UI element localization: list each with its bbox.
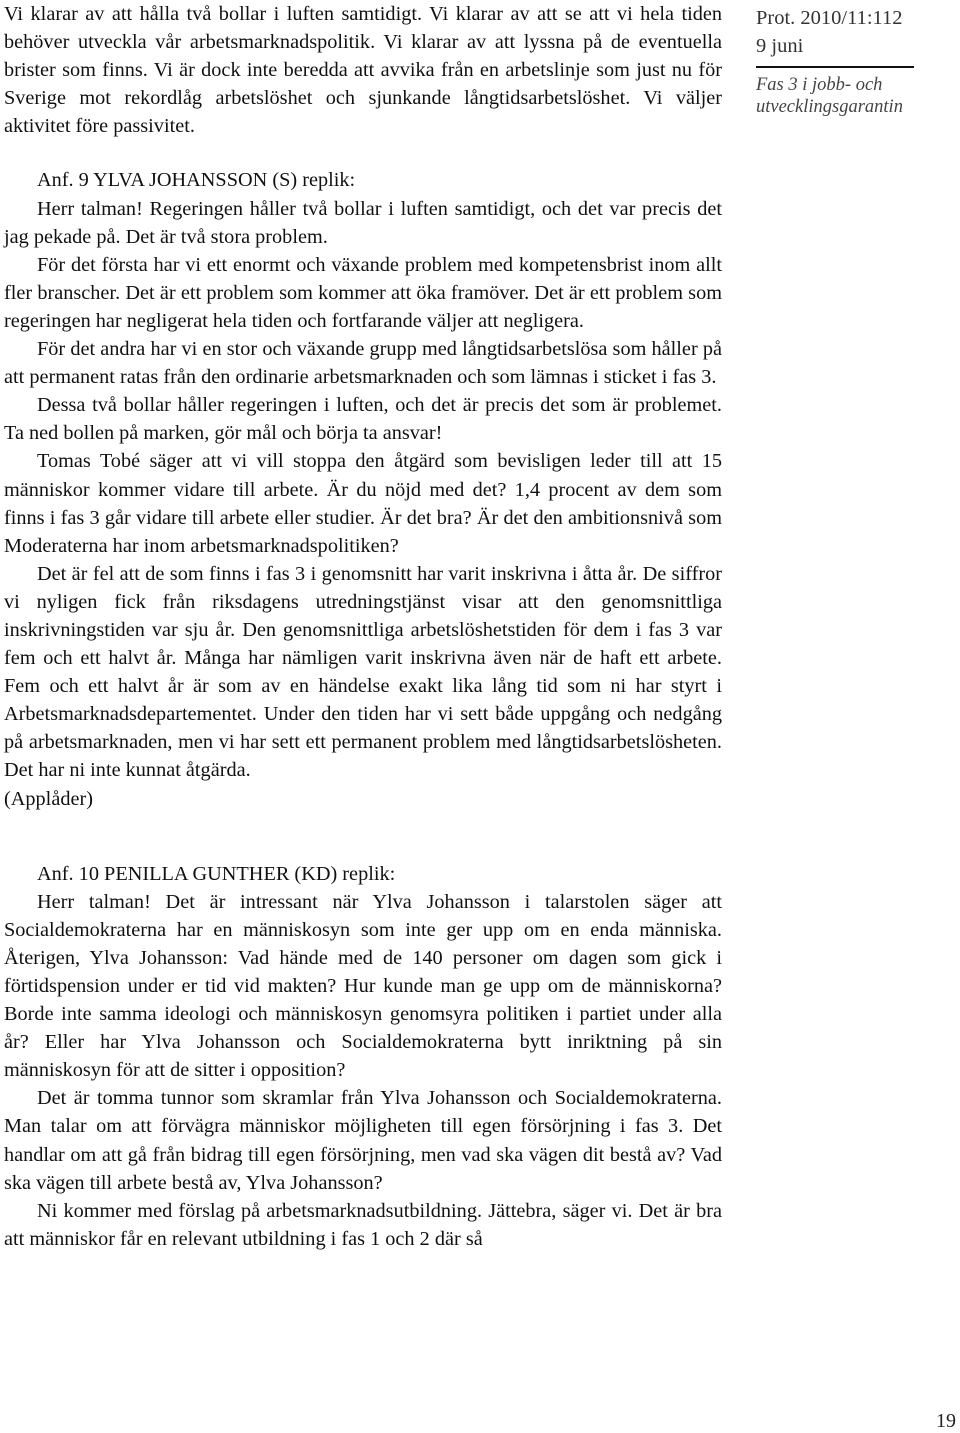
margin-note xyxy=(756,4,956,118)
anf10-paragraph-3: Ni kommer med förslag på arbetsmarknadsutbildning. Jättebra, säger vi. Det är bra att människor får en relevant utbildning i fas 1 och 2 där så xyxy=(4,1199,722,1250)
anf9-paragraph-5: Tomas Tobé säger att vi vill stoppa den åtgärd som bevisligen leder till att 15 människor kommer vidare till arbete. Är du nöjd med det? 1,4 procent av dem som finns i fas 3 går vidare till arbete eller studier. Är det bra? Är det den ambitionsnivå som Moderaterna har inom arbetsmarknadspolitiken? xyxy=(4,450,722,557)
anf9-paragraph-6: Det är fel att de som finns i fas 3 i genomsnitt har varit inskrivna i åtta år. De siffror vi nyligen fick från riksdagens utredningstjänst visar att den genomsnittliga inskrivningstiden var sju år. Den genomsnittliga arbetslöshetstiden för dem i fas 3 var fem och ett halvt år. Många har nämligen varit inskrivna även när de haft ett arbete. Fem och ett halvt år är som av en händelse exakt lika lång tid som ni har styrt i Arbetsmarknadsdepartementet. Under den tiden har vi sett både uppgång och nedgång på arbetsmarknaden, men vi har sett ett permanent problem med långtidsarbetslösheten. Det har ni inte kunnat åtgärda. xyxy=(4,562,722,782)
protocol-number: Prot. 2010/11:112 xyxy=(756,7,903,29)
applause-note: (Applåder) xyxy=(4,787,93,810)
page-number: 19 xyxy=(936,1410,956,1432)
speaker-heading-anf-9: Anf. 9 YLVA JOHANSSON (S) replik: xyxy=(37,169,356,192)
anf9-paragraph-2: För det första har vi ett enormt och växande problem med kompetensbrist inom allt fler branscher. Det är ett problem som kommer att öka framöver. Det är ett problem som regeringen har negligerat hela tiden och fortfarande väljer att negligera. xyxy=(4,253,722,332)
anf9-paragraph-4: Dessa två bollar håller regeringen i luften, och det är precis det som är problemet. Ta ned bollen på marken, gör mål och börja ta ansvar! xyxy=(4,394,722,445)
anf10-paragraph-1: Herr talman! Det är intressant när Ylva Johansson i talarstolen säger att Socialdemokraterna har en människosyn som inte ger upp om en enda människa. Återigen, Ylva Johansson: Vad hände med de 140 personer om dagen som gick i förtidspension under er tid vid makten? Hur kunde man ge upp om de människorna? Borde inte samma ideologi och människosyn genomsyra politiken i partiet under alla år? Eller har Ylva Johansson och Socialdemokraterna bytt inriktning på sin människosyn för att de sitter i opposition? xyxy=(4,890,722,1082)
speaker-heading-anf-10: Anf. 10 PENILLA GUNTHER (KD) replik: xyxy=(37,862,396,885)
anf9-paragraph-3: För det andra har vi en stor och växande grupp med långtidsarbetslösa som håller på att permanent ratas från den ordinarie arbetsmarknaden och som lämnas i sticket i fas 3. xyxy=(4,338,722,389)
spacer xyxy=(4,140,722,166)
anf9-paragraph-1: Herr talman! Regeringen håller två bollar i luften samtidigt, och det var precis det jag pekade på. Det är två stora problem. xyxy=(4,197,722,248)
protocol-date: 9 juni xyxy=(756,35,804,57)
topic-line-2: utvecklingsgarantin xyxy=(756,97,903,117)
topic-line-1: Fas 3 i jobb- och xyxy=(756,75,883,95)
document-body xyxy=(4,0,722,1253)
intro-paragraph: Vi klarar av att hålla två bollar i luften samtidigt. Vi klarar av att se att vi hela tiden behöver utveckla vår arbetsmarknadspolitik. Vi klarar av att lyssna på de eventuella brister som finns. Vi är dock inte beredda att avvika från en arbetslinje som just nu för Sverige mot rekordlåg arbetslöshet och sjunkande långtidsarbetslöshet. Vi väljer aktivitet före passivitet. xyxy=(4,3,722,138)
margin-divider xyxy=(756,66,914,68)
spacer xyxy=(4,813,722,860)
anf10-paragraph-2: Det är tomma tunnor som skramlar från Ylva Johansson och Socialdemokraterna. Man talar om att förvägra människor möjligheten till egen försörjning i fas 3. Det handlar om att gå från bidrag till egen försörjning, men vad ska vägen dit bestå av? Vad ska vägen till arbete bestå av, Ylva Johansson? xyxy=(4,1087,722,1194)
